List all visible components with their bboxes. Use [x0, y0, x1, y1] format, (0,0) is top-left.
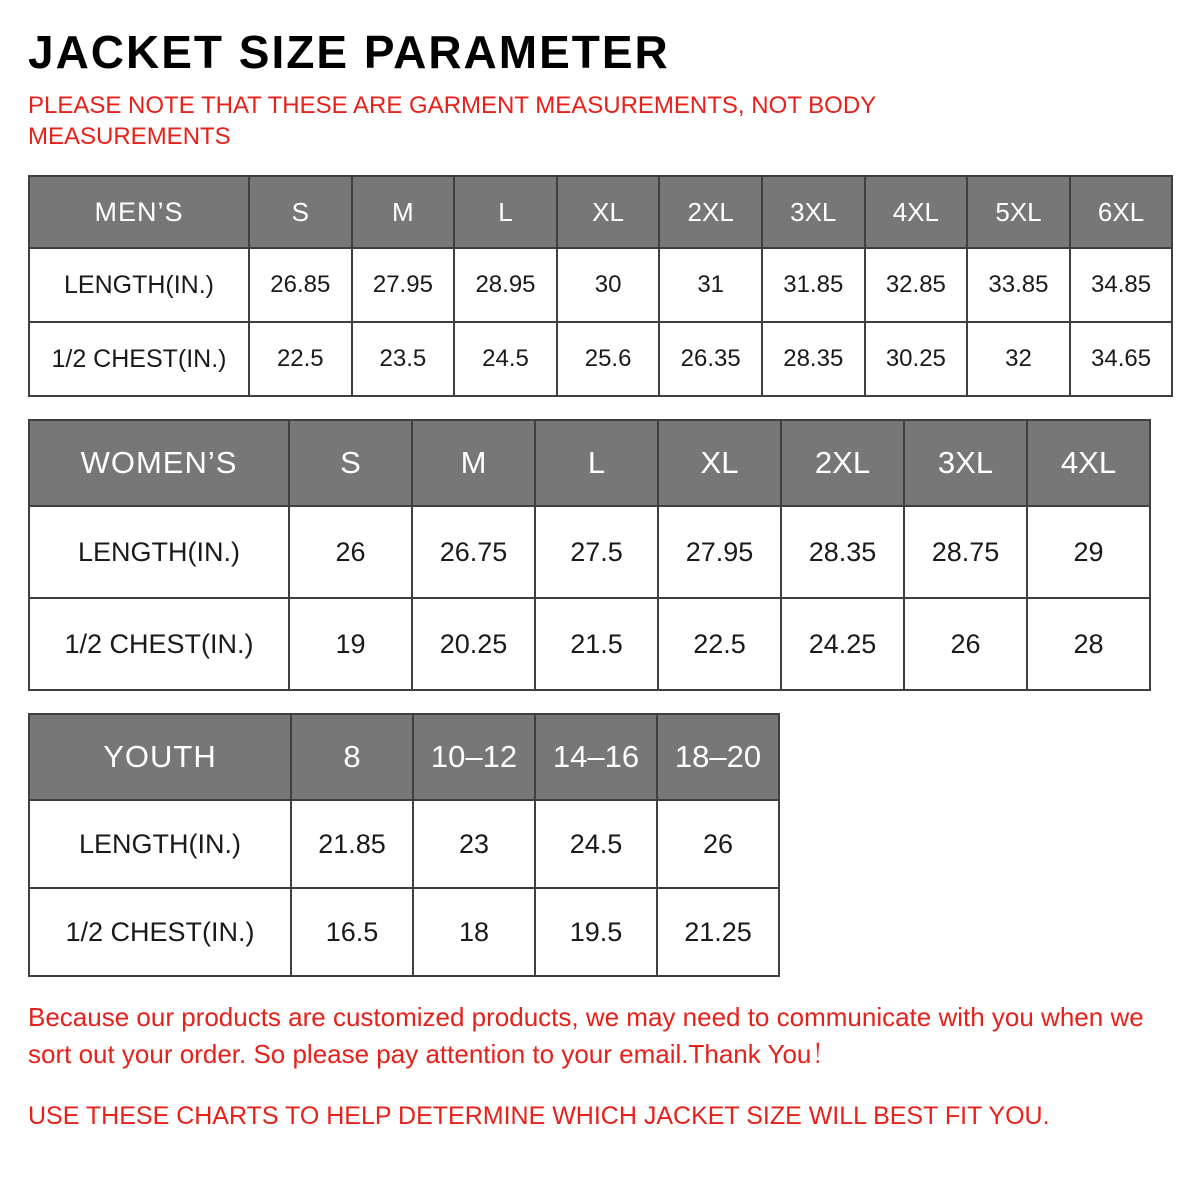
- size-header-cell: L: [454, 176, 557, 248]
- size-header-cell: 3XL: [904, 420, 1027, 506]
- table-header-row: [29, 714, 779, 800]
- youth-table-title: YOUTH: [29, 714, 291, 800]
- measure-cell: 26: [289, 506, 412, 598]
- table-header-row: [29, 176, 1172, 248]
- measure-cell: 24.5: [535, 800, 657, 888]
- size-header-cell: 3XL: [762, 176, 865, 248]
- measure-cell: 24.25: [781, 598, 904, 690]
- measure-cell: 22.5: [658, 598, 781, 690]
- measure-cell: 31: [659, 248, 762, 322]
- measure-cell: 20.25: [412, 598, 535, 690]
- size-header-cell: 8: [291, 714, 413, 800]
- measure-cell: 26: [657, 800, 779, 888]
- womens-table-title: WOMEN’S: [29, 420, 289, 506]
- measure-cell: 16.5: [291, 888, 413, 976]
- measure-cell: 22.5: [249, 322, 352, 396]
- measure-cell: 28.95: [454, 248, 557, 322]
- measure-cell: 27.95: [352, 248, 455, 322]
- size-header-cell: 10–12: [413, 714, 535, 800]
- measure-cell: 23: [413, 800, 535, 888]
- size-header-cell: M: [352, 176, 455, 248]
- row-label: 1/2 CHEST(IN.): [29, 598, 289, 690]
- row-label: LENGTH(IN.): [29, 248, 249, 322]
- row-label: LENGTH(IN.): [29, 506, 289, 598]
- measure-cell: 28.75: [904, 506, 1027, 598]
- measure-cell: 31.85: [762, 248, 865, 322]
- mens-table-title: MEN’S: [29, 176, 249, 248]
- page-title: JACKET SIZE PARAMETER: [28, 26, 670, 78]
- mens-size-table: [28, 175, 1173, 397]
- measure-cell: 26.35: [659, 322, 762, 396]
- measure-cell: 21.5: [535, 598, 658, 690]
- size-header-cell: XL: [658, 420, 781, 506]
- chart-usage-notice: USE THESE CHARTS TO HELP DETERMINE WHICH JACKET SIZE WILL BEST FIT YOU.: [28, 1101, 1050, 1130]
- measure-cell: 26.75: [412, 506, 535, 598]
- measure-cell: 21.85: [291, 800, 413, 888]
- measure-cell: 34.85: [1070, 248, 1173, 322]
- table-row: [29, 598, 1150, 690]
- size-header-cell: 2XL: [659, 176, 762, 248]
- measure-cell: 30: [557, 248, 660, 322]
- table-row: [29, 888, 779, 976]
- measure-cell: 19: [289, 598, 412, 690]
- measure-cell: 21.25: [657, 888, 779, 976]
- measure-cell: 23.5: [352, 322, 455, 396]
- measure-cell: 27.95: [658, 506, 781, 598]
- table-header-row: [29, 420, 1150, 506]
- table-row: [29, 506, 1150, 598]
- size-header-cell: 5XL: [967, 176, 1070, 248]
- measure-cell: 28: [1027, 598, 1150, 690]
- customization-notice: Because our products are customized products, we may need to communicate with you when we sort out your order. So please pay attention to your email.Thank You！: [28, 1002, 1144, 1069]
- measure-cell: 26: [904, 598, 1027, 690]
- size-header-cell: 6XL: [1070, 176, 1173, 248]
- size-header-cell: M: [412, 420, 535, 506]
- row-label: 1/2 CHEST(IN.): [29, 888, 291, 976]
- measure-cell: 29: [1027, 506, 1150, 598]
- womens-size-table: [28, 419, 1151, 691]
- row-label: 1/2 CHEST(IN.): [29, 322, 249, 396]
- measure-cell: 32: [967, 322, 1070, 396]
- measure-cell: 28.35: [781, 506, 904, 598]
- measure-cell: 26.85: [249, 248, 352, 322]
- table-row: [29, 322, 1172, 396]
- table-row: [29, 800, 779, 888]
- row-label: LENGTH(IN.): [29, 800, 291, 888]
- size-header-cell: 18–20: [657, 714, 779, 800]
- size-header-cell: 14–16: [535, 714, 657, 800]
- size-header-cell: S: [249, 176, 352, 248]
- size-header-cell: S: [289, 420, 412, 506]
- measure-cell: 32.85: [865, 248, 968, 322]
- measure-cell: 25.6: [557, 322, 660, 396]
- size-header-cell: 4XL: [865, 176, 968, 248]
- measure-cell: 19.5: [535, 888, 657, 976]
- measure-cell: 33.85: [967, 248, 1070, 322]
- measure-cell: 30.25: [865, 322, 968, 396]
- measure-cell: 34.65: [1070, 322, 1173, 396]
- size-header-cell: XL: [557, 176, 660, 248]
- measure-cell: 27.5: [535, 506, 658, 598]
- size-header-cell: 2XL: [781, 420, 904, 506]
- measure-cell: 18: [413, 888, 535, 976]
- measure-cell: 24.5: [454, 322, 557, 396]
- table-row: [29, 248, 1172, 322]
- size-header-cell: 4XL: [1027, 420, 1150, 506]
- measure-cell: 28.35: [762, 322, 865, 396]
- measurement-note: PLEASE NOTE THAT THESE ARE GARMENT MEASUREMENTS, NOT BODY MEASUREMENTS: [28, 91, 876, 151]
- size-header-cell: L: [535, 420, 658, 506]
- youth-size-table: [28, 713, 780, 977]
